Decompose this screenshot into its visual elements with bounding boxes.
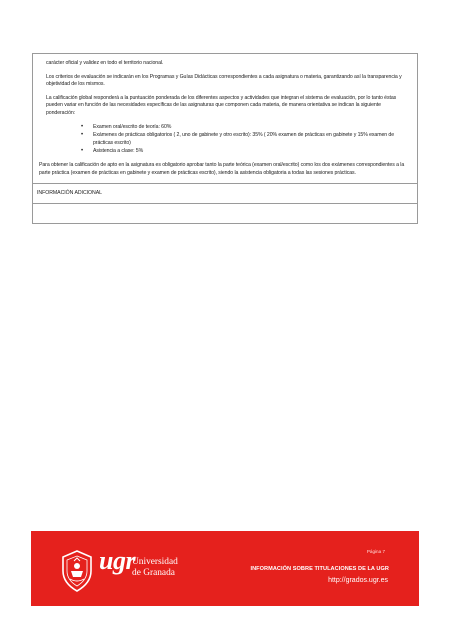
degrees-info-title: INFORMACIÓN SOBRE TITULACIONES DE LA UGR	[250, 566, 389, 572]
paragraph-pass-requirements: Para obtener la calificación de apto en la asignatura es obligatorio aprobar tanto la parte teórica (examen oral/escrito) como los dos exámenes correspondientes a la parte práctica (examen de prácticas en gabinete y examen de prácticas escrito), siendo la asistencia obligatoria a todas las sesiones prácticas.	[39, 161, 405, 176]
page-number: Página 7	[366, 549, 385, 554]
university-name	[132, 557, 178, 579]
additional-info-content-cell	[33, 203, 417, 223]
content-table	[32, 53, 418, 224]
paragraph-global-grade: La calificación global responderá a la puntuación ponderada de los diferentes aspectos y actividades que integran el sistema de evaluación, por lo tanto éstas pueden variar en función de las necesidades específicas de las asignaturas que componen cada materia, de manera orientativa se indican la siguiente ponderación:	[46, 94, 397, 116]
paragraph-official-character: carácter oficial y validez en todo el territorio nacional.	[46, 60, 164, 66]
university-name-line2: de Granada	[132, 568, 175, 578]
page-footer	[31, 531, 419, 606]
list-item: • Exámenes de prácticas obligatorios ( 2, uno de gabinete y otro escrito): 35% ( 20% examen de prácticas en gabinete y 15% examen de prácticas escrito)	[93, 132, 411, 147]
list-item: • Examen oral/escrito de teoría: 60%	[93, 124, 411, 132]
paragraph-evaluation-criteria: Los criterios de evaluación se indicarán en los Programas y Guías Didácticas correspondientes a cada asignatura o materia, garantizando así la transparencia y objetividad de los mismos.	[46, 73, 402, 88]
university-seal-icon	[58, 549, 96, 593]
ugr-logo-text: ugr	[99, 546, 136, 575]
evaluation-text-cell	[33, 54, 417, 183]
section-header-additional-info: INFORMACIÓN ADICIONAL	[33, 183, 417, 203]
list-item: • Asistencia a clase: 5%	[93, 148, 411, 156]
weighting-list	[39, 124, 411, 156]
degrees-info-link[interactable]: http://grados.ugr.es	[328, 577, 388, 584]
university-name-line1: Universidad	[132, 557, 178, 567]
